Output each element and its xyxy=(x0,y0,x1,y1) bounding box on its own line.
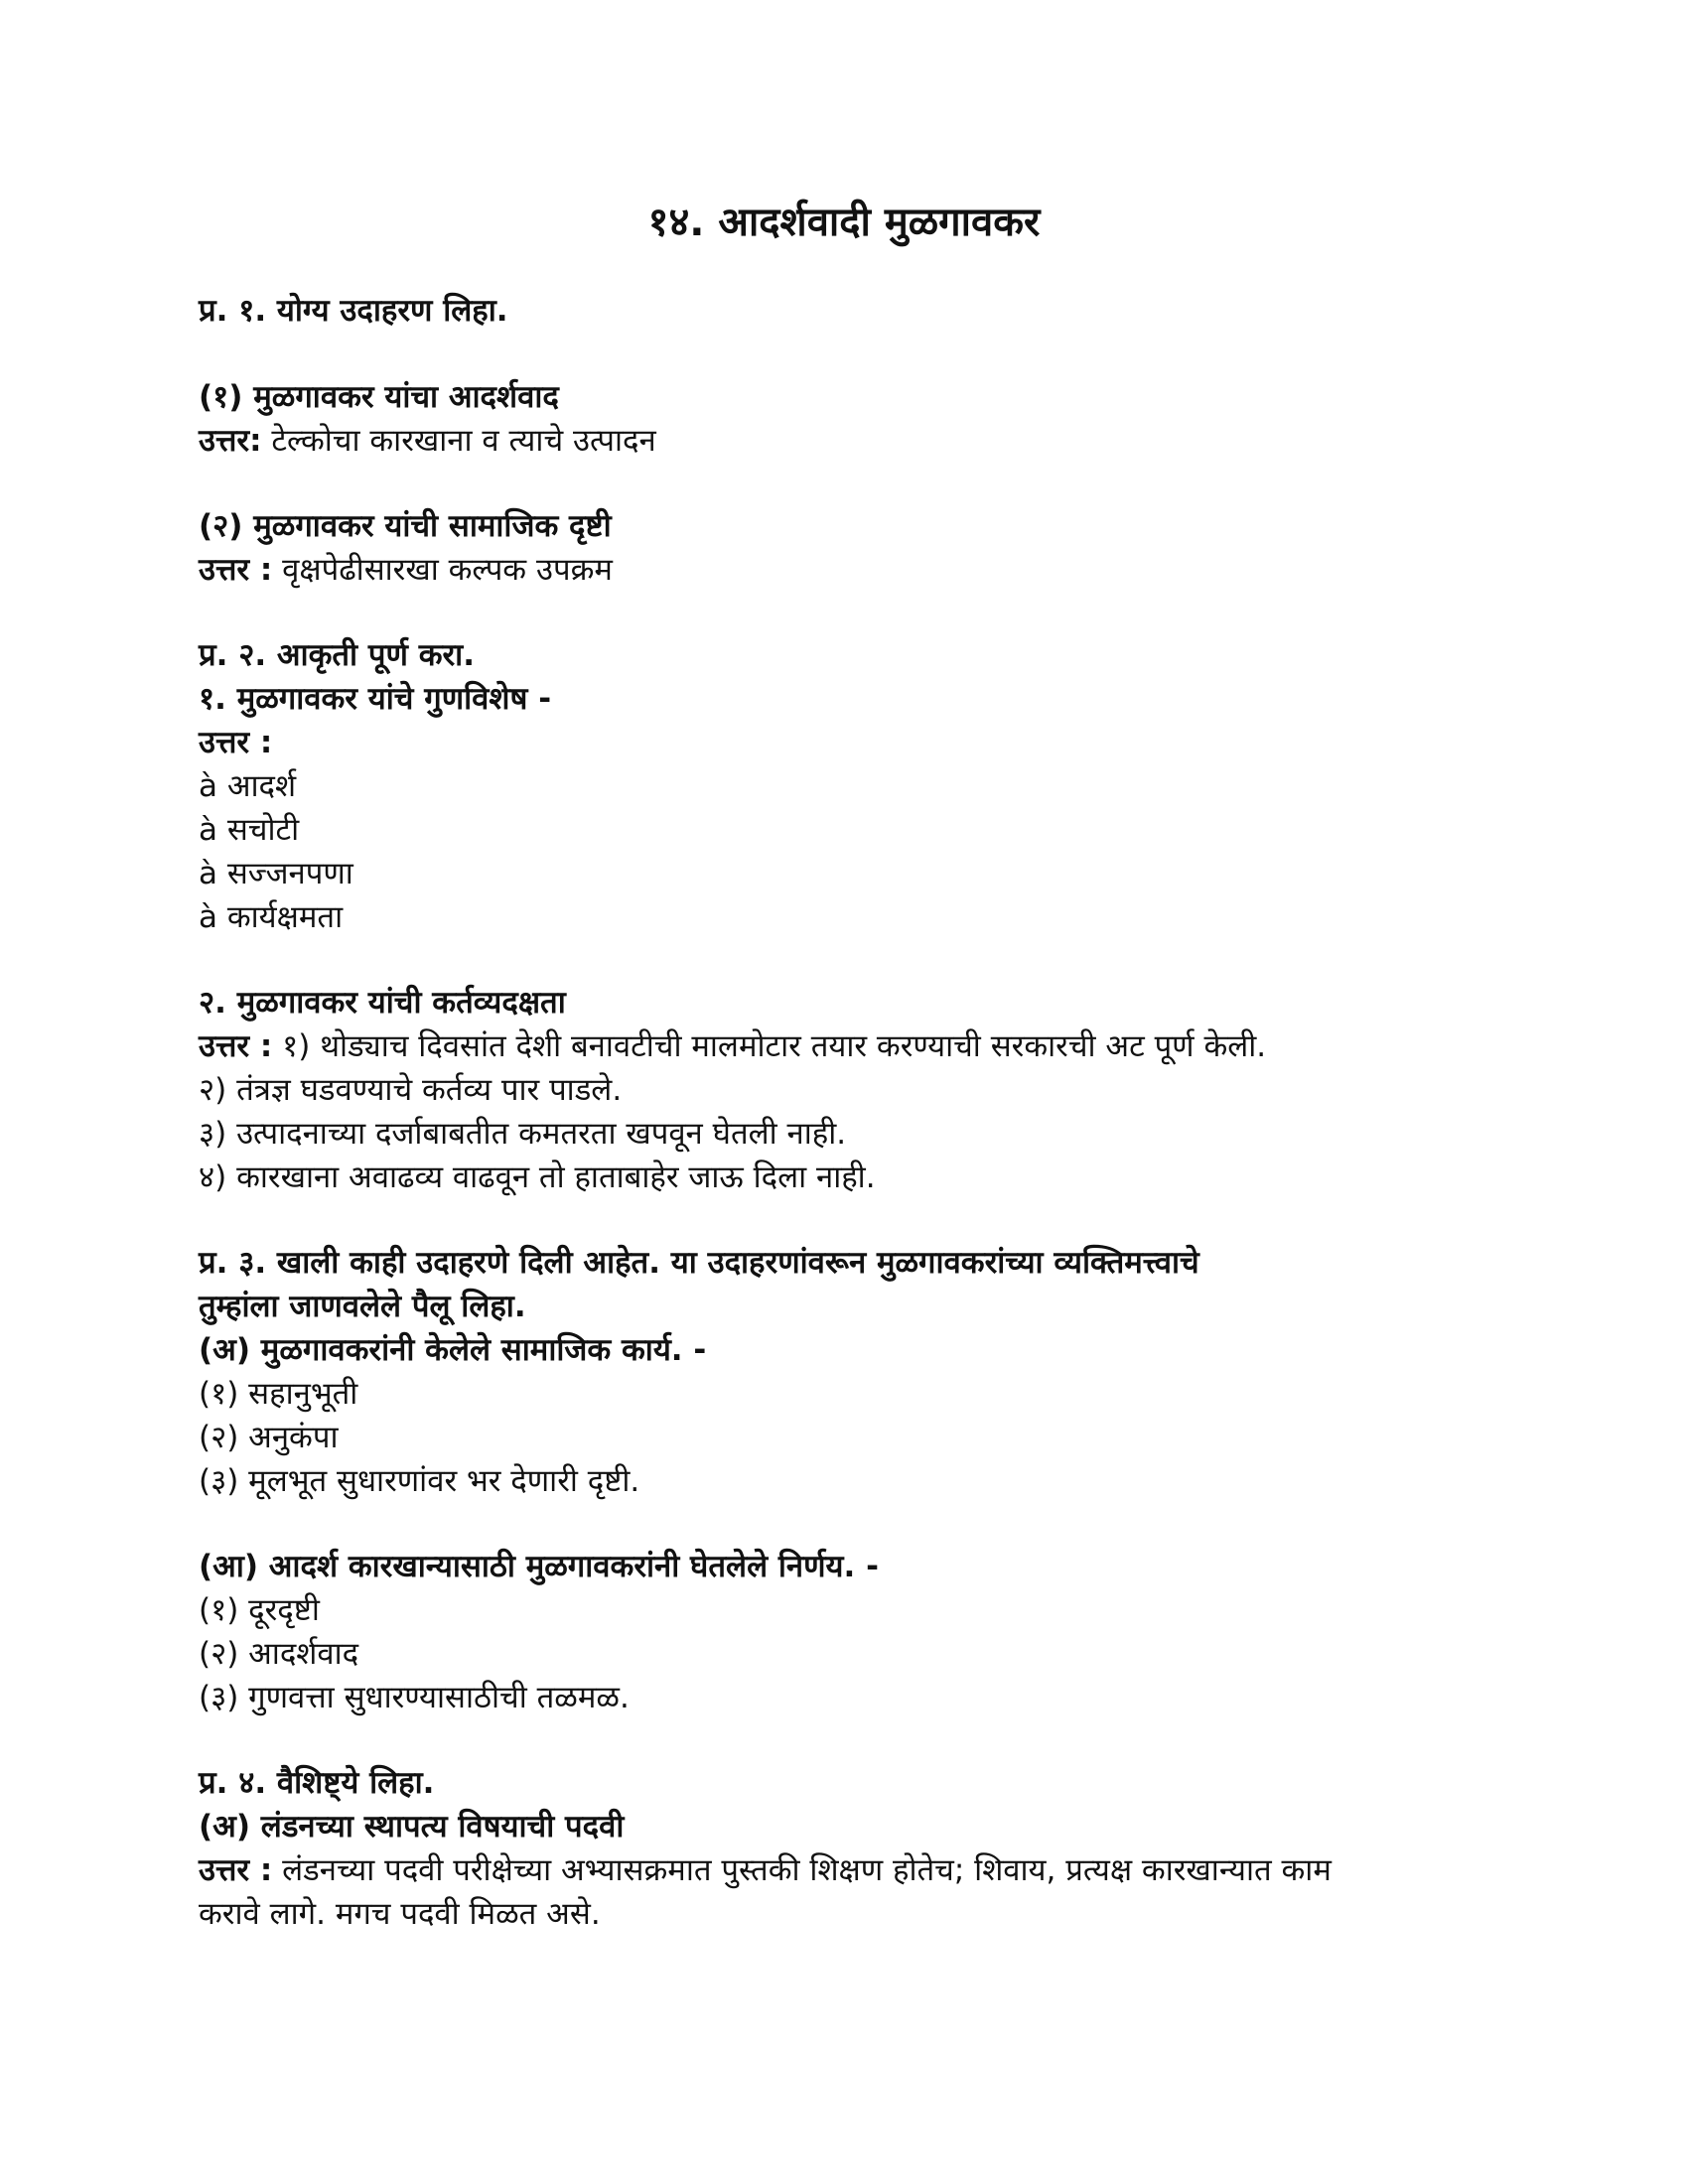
answer-label: उत्तर : xyxy=(199,1028,273,1064)
list-item: à आदर्श xyxy=(199,768,297,804)
q3-heading-line1: प्र. ३. खाली काही उदाहरणे दिली आहेत. या उदाहरणांवरून मुळगावकरांच्या व्यक्तिमत्त्वाचे xyxy=(199,1245,1199,1281)
answer-text: वृक्षपेढीसारखा कल्पक उपक्रम xyxy=(272,552,613,588)
list-item: ४) कारखाना अवाढव्य वाढवून तो हाताबाहेर जाऊ दिला नाही. xyxy=(199,1160,876,1195)
list-item: (१) दूरदृष्टी xyxy=(199,1592,320,1628)
answer-text: लंडनच्या पदवी परीक्षेच्या अभ्यासक्रमात पुस्तकी शिक्षण होतेच; शिवाय, प्रत्यक्ष कारखान्यात काम xyxy=(272,1852,1332,1888)
q2-part1-label: १. मुळगावकर यांचे गुणविशेष - xyxy=(199,681,552,717)
answer-label: उत्तर : xyxy=(199,1852,273,1888)
list-item: à कार्यक्षमता xyxy=(199,899,344,935)
list-item: (२) अनुकंपा xyxy=(199,1420,339,1455)
list-item: (३) मूलभूत सुधारणांवर भर देणारी दृष्टी. xyxy=(199,1463,640,1499)
answer-label: उत्तर : xyxy=(199,552,273,588)
q4-heading: प्र. ४. वैशिष्ट्ये लिहा. xyxy=(199,1765,435,1801)
q2-part2-label: २. मुळगावकर यांची कर्तव्यदक्षता xyxy=(199,985,566,1021)
page-title: १४. आदर्शवादी मुळगावकर xyxy=(647,200,1041,245)
q1-item1-label: (१) मुळगावकर यांचा आदर्शवाद xyxy=(199,379,559,415)
q1-heading: प्र. १. योग्य उदाहरण लिहा. xyxy=(199,293,508,329)
answer-label: उत्तर: xyxy=(199,423,262,459)
q3-aa-label: (आ) आदर्श कारखान्यासाठी मुळगावकरांनी घेतलेले निर्णय. - xyxy=(199,1549,879,1584)
q4-a-answer xyxy=(199,1848,1489,1892)
q4-a-answer-cont: करावे लागे. मगच पदवी मिळत असे. xyxy=(199,1896,601,1932)
answer-text: १) थोड्याच दिवसांत देशी बनावटीची मालमोटार तयार करण्याची सरकारची अट पूर्ण केली. xyxy=(272,1028,1267,1064)
q2-part1-answer-label: उत्तर : xyxy=(199,725,273,760)
answer-text: टेल्कोचा कारखाना व त्याचे उत्पादन xyxy=(261,423,656,459)
list-item: २) तंत्रज्ञ घडवण्याचे कर्तव्य पार पाडले. xyxy=(199,1072,623,1108)
list-item: (१) सहानुभूती xyxy=(199,1376,358,1412)
q1-item2-answer xyxy=(199,548,1489,592)
q2-part2-answer xyxy=(199,1024,1489,1068)
list-item: à सचोटी xyxy=(199,812,300,848)
q1-item1-answer xyxy=(199,419,1489,463)
q2-heading: प्र. २. आकृती पूर्ण करा. xyxy=(199,637,475,673)
list-item: à सज्जनपणा xyxy=(199,856,353,891)
q1-item2-label: (२) मुळगावकर यांची सामाजिक दृष्टी xyxy=(199,508,612,544)
list-item: ३) उत्पादनाच्या दर्जाबाबतीत कमतरता खपवून घेतली नाही. xyxy=(199,1116,847,1152)
q3-heading-line2: तुम्हांला जाणवलेले पैलू लिहा. xyxy=(199,1289,526,1324)
q3-a-label: (अ) मुळगावकरांनी केलेले सामाजिक कार्य. - xyxy=(199,1332,707,1368)
list-item: (३) गुणवत्ता सुधारण्यासाठीची तळमळ. xyxy=(199,1680,630,1715)
list-item: (२) आदर्शवाद xyxy=(199,1636,359,1672)
q4-a-label: (अ) लंडनच्या स्थापत्य विषयाची पदवी xyxy=(199,1809,625,1844)
